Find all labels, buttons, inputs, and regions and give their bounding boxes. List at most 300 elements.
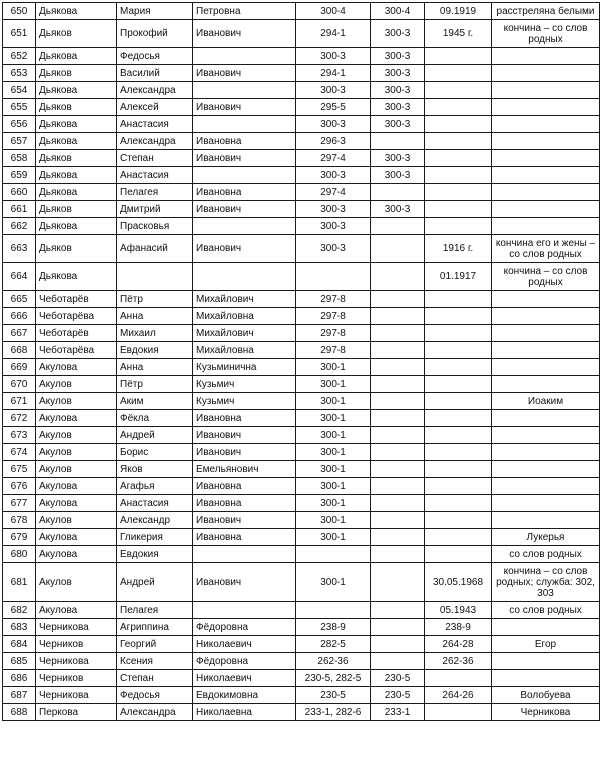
note-cell: Черникова [492,704,600,721]
reference2-cell: 300-3 [371,99,425,116]
surname-cell: Чеботарёв [36,291,117,308]
note-cell [492,65,600,82]
patronymic-cell: Ивановна [193,184,296,201]
surname-cell: Акулов [36,393,117,410]
date-cell: 1945 г. [425,20,492,48]
surname-cell: Акулова [36,495,117,512]
reference2-cell: 300-3 [371,20,425,48]
first-name-cell: Георгий [117,636,193,653]
patronymic-cell: Михайловна [193,342,296,359]
reference-cell: 300-1 [296,478,371,495]
surname-cell: Дьякова [36,48,117,65]
first-name-cell: Агриппина [117,619,193,636]
table-row [3,82,600,99]
reference-cell: 300-1 [296,376,371,393]
reference-cell: 300-3 [296,201,371,218]
table-row [3,184,600,201]
date-cell [425,133,492,150]
records-table-body [3,3,600,721]
table-row [3,20,600,48]
patronymic-cell: Иванович [193,201,296,218]
first-name-cell: Дмитрий [117,201,193,218]
row-number: 653 [3,65,36,82]
note-cell [492,619,600,636]
reference-cell: 300-1 [296,512,371,529]
row-number: 673 [3,427,36,444]
reference2-cell [371,342,425,359]
date-cell [425,410,492,427]
note-cell [492,325,600,342]
reference2-cell [371,291,425,308]
note-cell: кончина – со слов родных [492,20,600,48]
reference-cell: 300-1 [296,427,371,444]
reference-cell: 297-8 [296,342,371,359]
row-number: 677 [3,495,36,512]
row-number: 654 [3,82,36,99]
reference-cell: 300-1 [296,444,371,461]
patronymic-cell [193,48,296,65]
reference-cell [296,546,371,563]
date-cell [425,427,492,444]
row-number: 684 [3,636,36,653]
reference-cell: 238-9 [296,619,371,636]
patronymic-cell: Ивановна [193,495,296,512]
surname-cell: Акулов [36,444,117,461]
surname-cell: Акулова [36,359,117,376]
surname-cell: Дьяков [36,99,117,116]
row-number: 651 [3,20,36,48]
patronymic-cell: Николаевна [193,704,296,721]
row-number: 686 [3,670,36,687]
date-cell: 30.05.1968 [425,563,492,602]
patronymic-cell: Фёдоровна [193,619,296,636]
surname-cell: Акулов [36,512,117,529]
first-name-cell: Евдокия [117,342,193,359]
reference-cell: 297-8 [296,308,371,325]
surname-cell: Черникова [36,619,117,636]
patronymic-cell: Иванович [193,65,296,82]
row-number: 674 [3,444,36,461]
table-row [3,48,600,65]
date-cell [425,512,492,529]
patronymic-cell: Иванович [193,563,296,602]
note-cell [492,116,600,133]
row-number: 656 [3,116,36,133]
reference-cell: 233-1, 282-6 [296,704,371,721]
surname-cell: Акулова [36,410,117,427]
table-row [3,359,600,376]
date-cell: 01.1917 [425,263,492,291]
patronymic-cell: Кузьмич [193,393,296,410]
table-row [3,653,600,670]
surname-cell: Черникова [36,687,117,704]
reference-cell: 300-1 [296,359,371,376]
row-number: 687 [3,687,36,704]
reference-cell [296,602,371,619]
first-name-cell: Анастасия [117,495,193,512]
note-cell [492,308,600,325]
reference2-cell [371,308,425,325]
patronymic-cell [193,116,296,133]
surname-cell: Дьякова [36,116,117,133]
first-name-cell: Степан [117,670,193,687]
surname-cell: Дьяков [36,201,117,218]
patronymic-cell [193,546,296,563]
surname-cell: Дьяков [36,150,117,167]
first-name-cell: Алексей [117,99,193,116]
row-number: 681 [3,563,36,602]
first-name-cell: Михаил [117,325,193,342]
reference-cell: 300-3 [296,82,371,99]
first-name-cell: Александра [117,82,193,99]
reference-cell: 294-1 [296,20,371,48]
reference-cell: 300-1 [296,563,371,602]
reference2-cell [371,529,425,546]
note-cell [492,359,600,376]
row-number: 672 [3,410,36,427]
patronymic-cell [193,263,296,291]
table-row [3,602,600,619]
row-number: 676 [3,478,36,495]
patronymic-cell: Иванович [193,99,296,116]
first-name-cell: Анна [117,359,193,376]
reference-cell: 297-8 [296,291,371,308]
row-number: 666 [3,308,36,325]
patronymic-cell [193,82,296,99]
note-cell [492,201,600,218]
table-row [3,546,600,563]
reference2-cell [371,393,425,410]
date-cell [425,150,492,167]
row-number: 667 [3,325,36,342]
reference2-cell [371,133,425,150]
first-name-cell: Пётр [117,291,193,308]
date-cell: 262-36 [425,653,492,670]
date-cell: 05.1943 [425,602,492,619]
table-row [3,410,600,427]
reference2-cell [371,410,425,427]
row-number: 675 [3,461,36,478]
patronymic-cell: Иванович [193,444,296,461]
date-cell [425,116,492,133]
surname-cell: Дьякова [36,218,117,235]
note-cell [492,653,600,670]
note-cell: кончина – со слов родных; служба: 302, 303 [492,563,600,602]
table-row [3,116,600,133]
surname-cell: Акулова [36,546,117,563]
table-row [3,325,600,342]
surname-cell: Перкова [36,704,117,721]
date-cell [425,291,492,308]
first-name-cell: Александр [117,512,193,529]
table-row [3,478,600,495]
reference-cell: 300-1 [296,495,371,512]
row-number: 671 [3,393,36,410]
reference2-cell [371,636,425,653]
first-name-cell: Агафья [117,478,193,495]
reference-cell: 230-5 [296,687,371,704]
date-cell [425,461,492,478]
note-cell [492,82,600,99]
reference2-cell [371,263,425,291]
row-number: 658 [3,150,36,167]
first-name-cell: Прокофий [117,20,193,48]
first-name-cell: Василий [117,65,193,82]
row-number: 669 [3,359,36,376]
table-row [3,263,600,291]
first-name-cell: Пелагея [117,184,193,201]
reference2-cell [371,512,425,529]
table-row [3,563,600,602]
row-number: 652 [3,48,36,65]
table-row [3,495,600,512]
note-cell: расстреляна белыми [492,3,600,20]
table-row [3,342,600,359]
surname-cell: Чеботарёв [36,325,117,342]
reference-cell: 300-3 [296,218,371,235]
first-name-cell: Прасковья [117,218,193,235]
reference-cell: 300-3 [296,116,371,133]
reference-cell: 300-1 [296,529,371,546]
first-name-cell: Яков [117,461,193,478]
patronymic-cell: Евдокимовна [193,687,296,704]
note-cell [492,410,600,427]
row-number: 657 [3,133,36,150]
row-number: 679 [3,529,36,546]
surname-cell: Акулова [36,529,117,546]
patronymic-cell: Иванович [193,150,296,167]
patronymic-cell: Иванович [193,235,296,263]
reference-cell [296,263,371,291]
date-cell [425,218,492,235]
date-cell [425,184,492,201]
reference2-cell [371,546,425,563]
patronymic-cell: Иванович [193,512,296,529]
date-cell [425,325,492,342]
patronymic-cell: Михайлович [193,325,296,342]
first-name-cell: Пётр [117,376,193,393]
note-cell [492,184,600,201]
date-cell [425,376,492,393]
date-cell [425,99,492,116]
patronymic-cell [193,602,296,619]
row-number: 650 [3,3,36,20]
surname-cell: Акулов [36,563,117,602]
date-cell [425,478,492,495]
note-cell: кончина его и жены – со слов родных [492,235,600,263]
table-row [3,444,600,461]
surname-cell: Акулов [36,427,117,444]
patronymic-cell: Михайлович [193,291,296,308]
reference-cell: 300-3 [296,235,371,263]
patronymic-cell: Ивановна [193,410,296,427]
surname-cell: Черников [36,670,117,687]
surname-cell: Дьяков [36,65,117,82]
table-row [3,99,600,116]
table-row [3,393,600,410]
reference2-cell [371,235,425,263]
row-number: 678 [3,512,36,529]
surname-cell: Дьякова [36,167,117,184]
note-cell: со слов родных [492,602,600,619]
patronymic-cell: Ивановна [193,133,296,150]
first-name-cell: Федосья [117,48,193,65]
row-number: 668 [3,342,36,359]
surname-cell: Черников [36,636,117,653]
first-name-cell: Ксения [117,653,193,670]
reference-cell: 294-1 [296,65,371,82]
table-row [3,704,600,721]
table-row [3,3,600,20]
reference-cell: 297-4 [296,150,371,167]
date-cell [425,495,492,512]
patronymic-cell [193,167,296,184]
table-row [3,291,600,308]
date-cell [425,359,492,376]
reference2-cell: 300-3 [371,82,425,99]
surname-cell: Дьяков [36,235,117,263]
reference2-cell: 300-3 [371,65,425,82]
patronymic-cell: Иванович [193,20,296,48]
surname-cell: Акулов [36,376,117,393]
first-name-cell: Александра [117,133,193,150]
first-name-cell: Анастасия [117,167,193,184]
table-row [3,687,600,704]
reference2-cell: 230-5 [371,687,425,704]
surname-cell: Дьякова [36,263,117,291]
note-cell: Волобуева [492,687,600,704]
first-name-cell: Федосья [117,687,193,704]
row-number: 680 [3,546,36,563]
date-cell [425,201,492,218]
reference-cell: 300-3 [296,167,371,184]
row-number: 665 [3,291,36,308]
patronymic-cell: Фёдоровна [193,653,296,670]
surname-cell: Чеботарёва [36,342,117,359]
reference2-cell: 300-3 [371,48,425,65]
table-row [3,201,600,218]
records-table [2,2,600,721]
note-cell [492,512,600,529]
patronymic-cell: Ивановна [193,478,296,495]
table-row [3,235,600,263]
date-cell: 1916 г. [425,235,492,263]
note-cell [492,99,600,116]
reference-cell: 297-8 [296,325,371,342]
note-cell: Егор [492,636,600,653]
date-cell [425,670,492,687]
surname-cell: Дьякова [36,82,117,99]
patronymic-cell: Иванович [193,427,296,444]
date-cell [425,529,492,546]
reference2-cell [371,478,425,495]
reference2-cell [371,563,425,602]
note-cell [492,495,600,512]
first-name-cell: Пелагея [117,602,193,619]
table-row [3,167,600,184]
reference2-cell [371,184,425,201]
note-cell [492,291,600,308]
reference2-cell: 230-5 [371,670,425,687]
reference2-cell [371,619,425,636]
reference-cell: 300-4 [296,3,371,20]
date-cell [425,546,492,563]
date-cell: 264-26 [425,687,492,704]
note-cell [492,444,600,461]
note-cell [492,48,600,65]
reference2-cell [371,325,425,342]
patronymic-cell: Емельянович [193,461,296,478]
table-row [3,636,600,653]
table-row [3,670,600,687]
patronymic-cell: Николаевич [193,670,296,687]
reference2-cell [371,218,425,235]
first-name-cell: Фёкла [117,410,193,427]
note-cell: кончина – со слов родных [492,263,600,291]
first-name-cell: Андрей [117,563,193,602]
date-cell: 264-28 [425,636,492,653]
patronymic-cell [193,218,296,235]
reference2-cell [371,359,425,376]
patronymic-cell: Михайловна [193,308,296,325]
surname-cell: Акулов [36,461,117,478]
table-row [3,150,600,167]
row-number: 659 [3,167,36,184]
note-cell [492,478,600,495]
surname-cell: Акулова [36,602,117,619]
first-name-cell: Степан [117,150,193,167]
note-cell [492,150,600,167]
table-row [3,461,600,478]
first-name-cell: Афанасий [117,235,193,263]
reference-cell: 262-36 [296,653,371,670]
patronymic-cell: Ивановна [193,529,296,546]
reference2-cell [371,376,425,393]
row-number: 662 [3,218,36,235]
table-row [3,218,600,235]
patronymic-cell: Петровна [193,3,296,20]
reference2-cell: 300-3 [371,150,425,167]
date-cell [425,308,492,325]
date-cell [425,393,492,410]
reference2-cell [371,495,425,512]
patronymic-cell: Кузьминична [193,359,296,376]
date-cell [425,704,492,721]
first-name-cell: Гликерия [117,529,193,546]
table-row [3,529,600,546]
first-name-cell: Борис [117,444,193,461]
note-cell [492,218,600,235]
date-cell [425,167,492,184]
note-cell [492,167,600,184]
date-cell: 09.1919 [425,3,492,20]
row-number: 655 [3,99,36,116]
reference2-cell: 300-3 [371,201,425,218]
first-name-cell: Аким [117,393,193,410]
reference-cell: 230-5, 282-5 [296,670,371,687]
table-row [3,619,600,636]
note-cell: со слов родных [492,546,600,563]
patronymic-cell: Кузьмич [193,376,296,393]
row-number: 685 [3,653,36,670]
first-name-cell: Анастасия [117,116,193,133]
table-row [3,308,600,325]
reference2-cell: 300-3 [371,167,425,184]
date-cell [425,82,492,99]
reference-cell: 296-3 [296,133,371,150]
reference2-cell: 300-4 [371,3,425,20]
row-number: 682 [3,602,36,619]
